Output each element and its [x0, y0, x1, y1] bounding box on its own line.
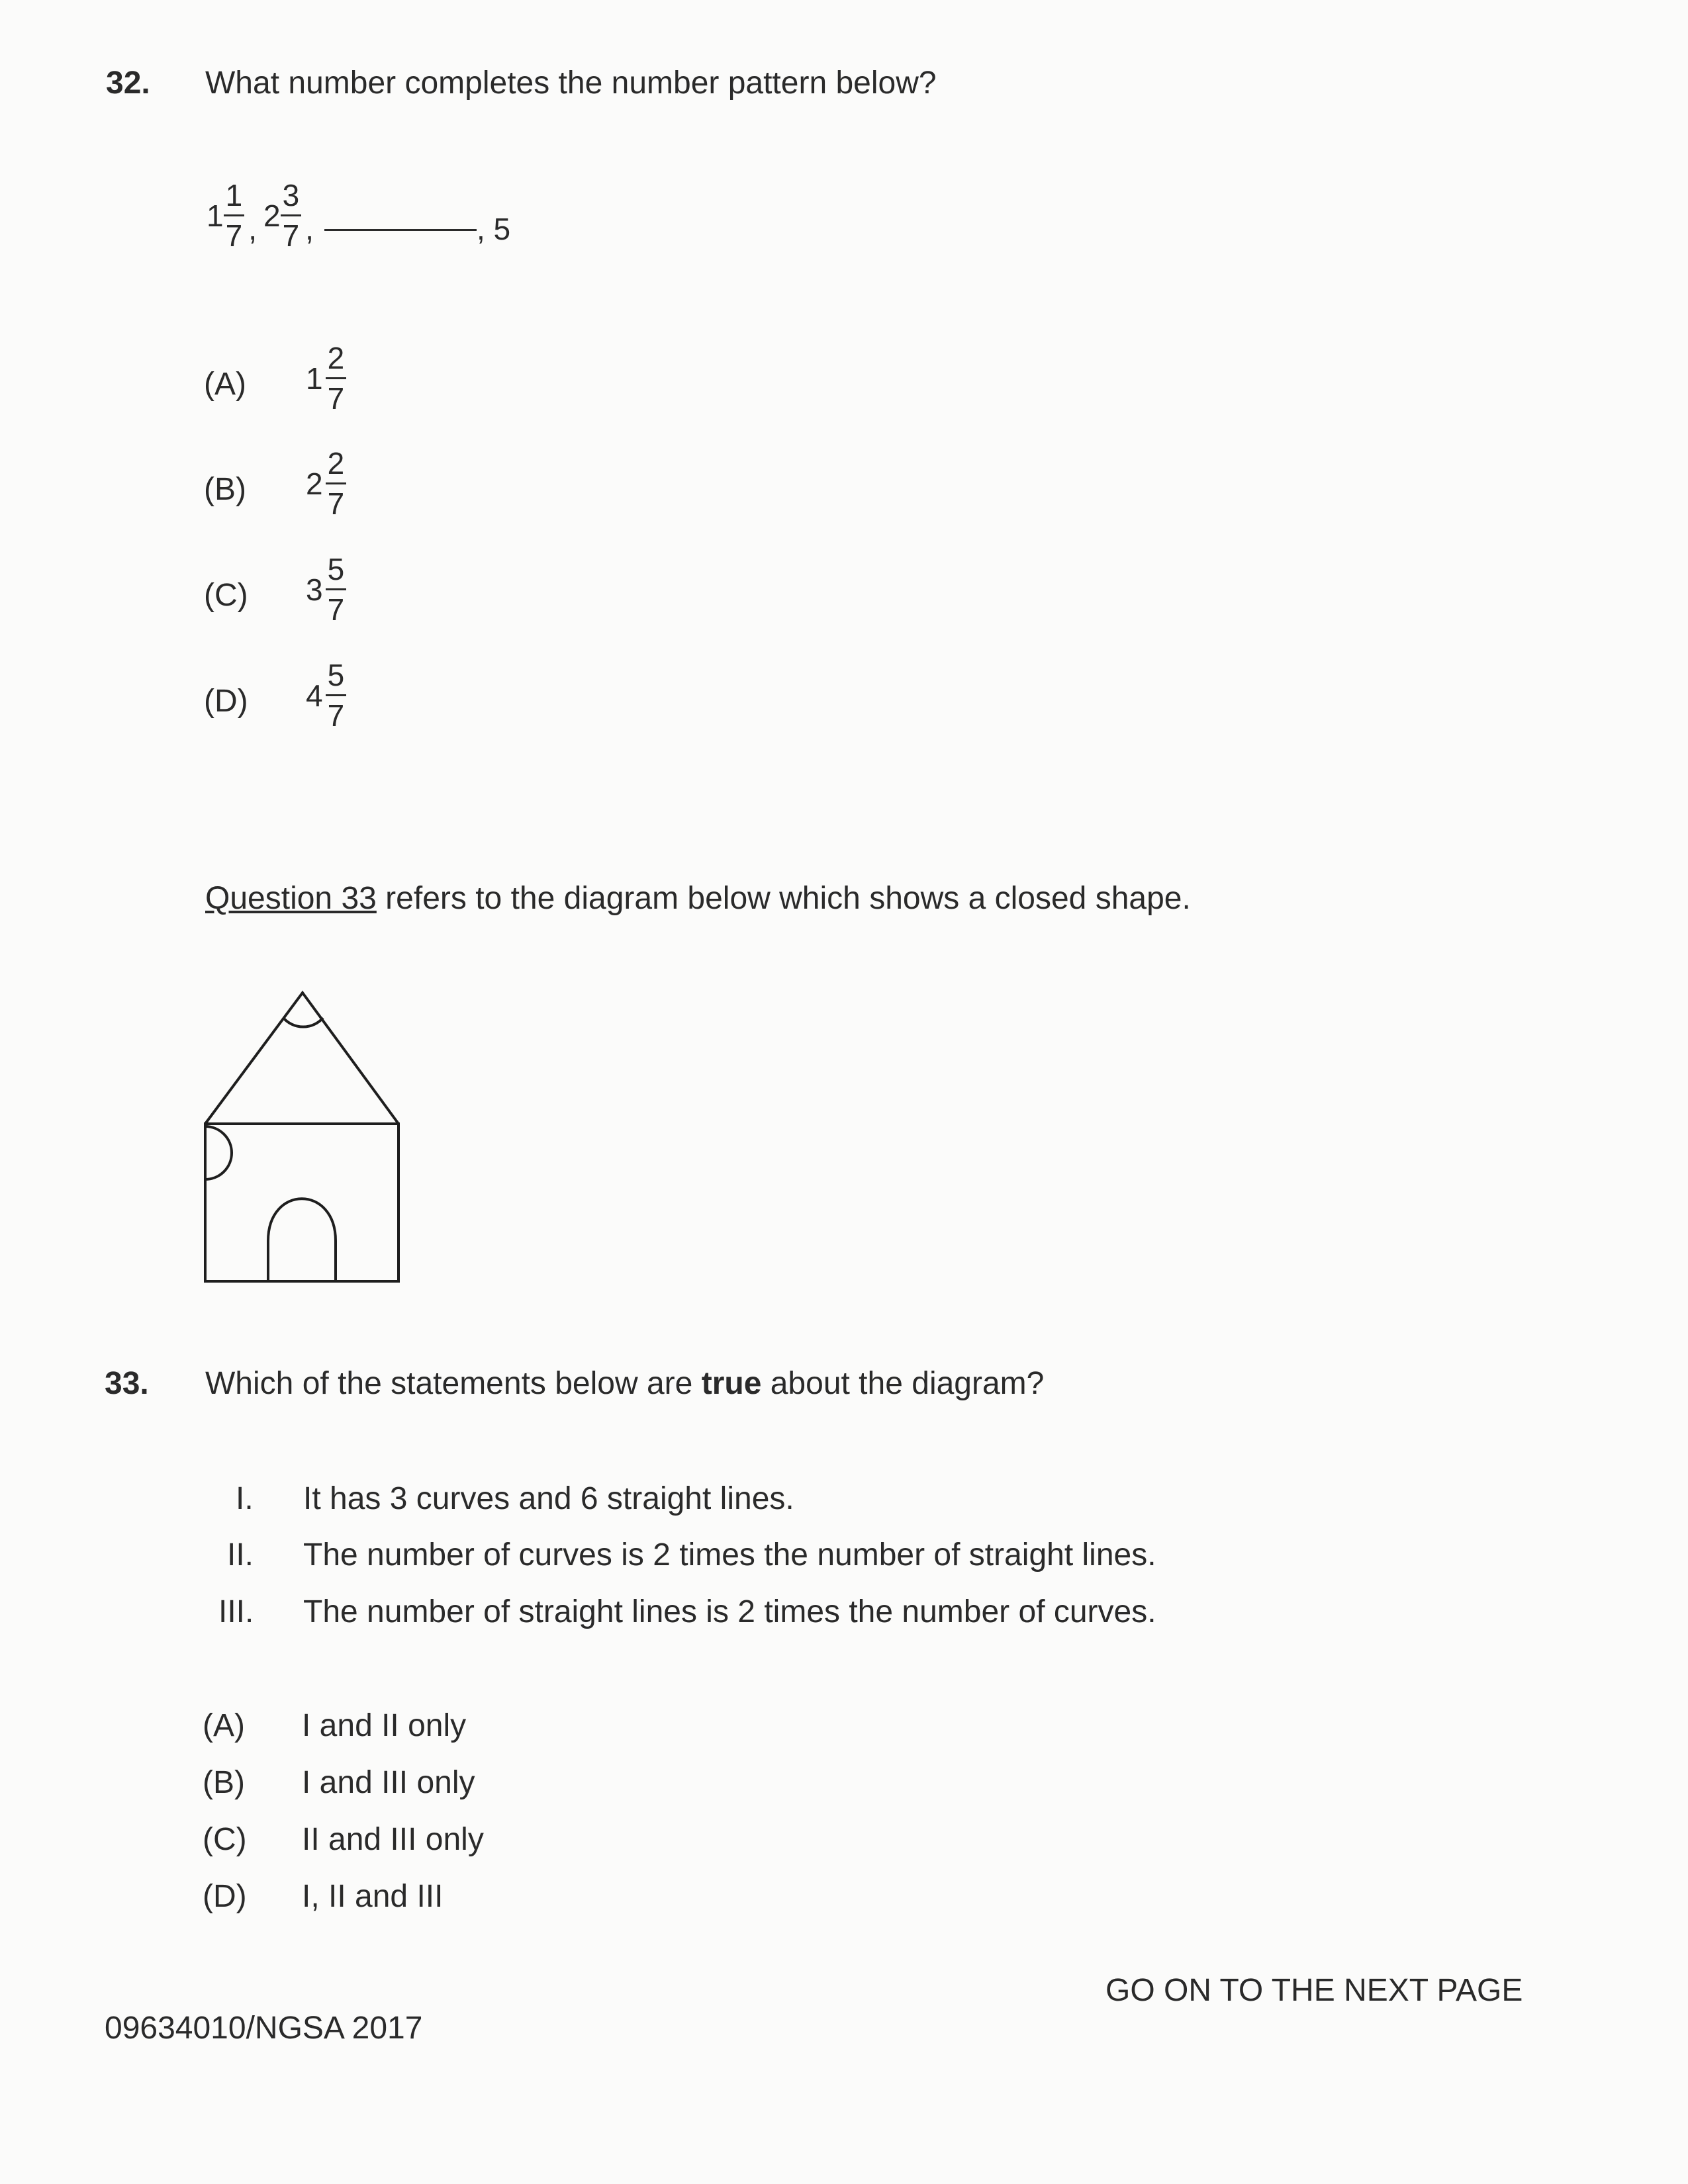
q33-reference-text — [205, 880, 1191, 917]
question-32-number: 32. — [106, 66, 150, 101]
q32-option-d-label: (D) — [204, 684, 248, 719]
q33-option-d-text: I, II and III — [302, 1879, 444, 1914]
q32-option-b-label: (B) — [204, 472, 246, 507]
q32-option-a-denominator: 7 — [327, 381, 345, 416]
pattern-term2-numerator: 3 — [281, 180, 302, 216]
q33-option-a-text: I and II only — [302, 1708, 467, 1743]
pattern-term1-denominator: 7 — [225, 218, 243, 253]
pattern-term2-denominator: 7 — [282, 218, 300, 253]
q32-option-a-numerator: 2 — [326, 343, 347, 379]
q32-option-d-whole: 4 — [306, 678, 323, 713]
statement-2-roman: II. — [227, 1537, 254, 1572]
q33-option-d-label: (D) — [203, 1879, 247, 1914]
q32-option-c-label: (C) — [204, 578, 248, 613]
statement-1-roman: I. — [236, 1481, 254, 1516]
pattern-blank — [324, 229, 477, 231]
pattern-term2-fraction — [281, 180, 302, 251]
q32-option-b-value — [306, 448, 346, 519]
pattern-term2-whole: 2 — [263, 198, 281, 233]
q33-option-b-label: (B) — [203, 1765, 245, 1800]
door-arch — [268, 1199, 336, 1281]
q33-option-b-text: I and III only — [302, 1765, 475, 1800]
pattern-term1-fraction — [224, 180, 245, 251]
q33-option-a-label: (A) — [203, 1708, 245, 1743]
statement-1-text: It has 3 curves and 6 straight lines. — [303, 1481, 794, 1516]
statement-3-roman: III. — [218, 1594, 254, 1629]
q32-option-d-denominator: 7 — [327, 698, 345, 733]
q32-option-a-whole: 1 — [306, 361, 323, 396]
question-33-text — [205, 1365, 1044, 1402]
q32-option-c-denominator: 7 — [327, 592, 345, 627]
q32-option-b-denominator: 7 — [327, 486, 345, 521]
apex-angle-arc — [283, 1018, 323, 1027]
q33-reference-rest: refers to the diagram below which shows a closed shape. — [376, 881, 1191, 916]
q32-option-b-whole: 2 — [306, 466, 323, 501]
square-body — [205, 1124, 399, 1281]
q32-option-c-whole: 3 — [306, 572, 323, 607]
pattern-last-term: , 5 — [476, 211, 511, 246]
pattern-term1-numerator: 1 — [224, 180, 245, 216]
pattern-separator: , — [248, 211, 257, 246]
q32-option-b-numerator: 2 — [326, 448, 347, 484]
q33-text-bold: true — [701, 1366, 762, 1401]
paper-code: 09634010/NGSA 2017 — [105, 2011, 423, 2046]
statement-2-text: The number of curves is 2 times the number of straight lines. — [303, 1537, 1156, 1572]
q32-option-c-value — [306, 554, 346, 625]
q33-text-post: about the diagram? — [761, 1366, 1045, 1401]
left-semicircle — [205, 1126, 232, 1179]
pattern-term1-whole: 1 — [207, 198, 224, 233]
question-32-text: What number completes the number pattern below? — [205, 66, 937, 101]
statement-3-text: The number of straight lines is 2 times the number of curves. — [303, 1594, 1156, 1629]
closed-shape-diagram — [199, 986, 410, 1291]
q32-option-d-value — [306, 660, 346, 731]
q33-reference-link: Question 33 — [205, 881, 377, 916]
q32-option-c-numerator: 5 — [326, 554, 347, 590]
q33-text-pre: Which of the statements below are — [205, 1366, 702, 1401]
number-pattern — [207, 180, 517, 251]
triangle-roof — [205, 993, 399, 1124]
q33-option-c-text: II and III only — [302, 1822, 484, 1857]
q32-option-a-label: (A) — [204, 367, 246, 402]
q32-option-d-numerator: 5 — [326, 660, 347, 696]
pattern-separator: , — [305, 211, 314, 246]
next-page-notice: GO ON TO THE NEXT PAGE — [1105, 1973, 1523, 2008]
question-33-number: 33. — [105, 1366, 149, 1401]
q33-option-c-label: (C) — [203, 1822, 247, 1857]
q32-option-a-value — [306, 343, 346, 414]
